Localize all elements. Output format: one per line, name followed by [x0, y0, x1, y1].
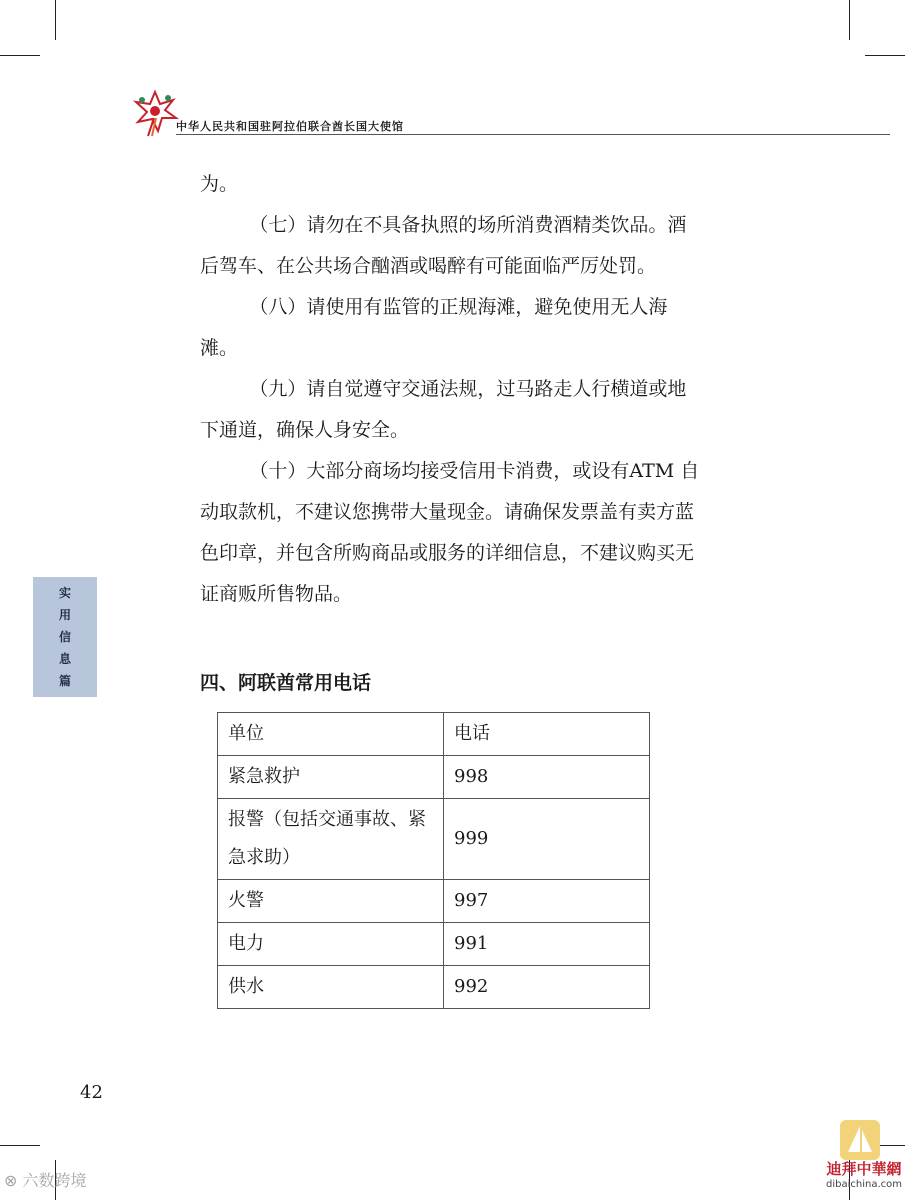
table-cell-phone: 991: [444, 923, 650, 966]
table-cell-unit: 火警: [218, 880, 444, 923]
watermark-right: [826, 1160, 902, 1192]
body-text: [200, 164, 700, 615]
table-cell-phone: 999: [444, 799, 650, 880]
table-cell-unit: 紧急救护: [218, 756, 444, 799]
header-rule: [176, 134, 890, 135]
phone-table: [217, 712, 650, 1009]
table-row: [218, 799, 650, 880]
paragraph: 为。: [200, 173, 239, 195]
watermark-left: ⊗ 六数跨境: [4, 1171, 87, 1190]
table-header-unit: 单位: [218, 713, 444, 756]
table-row: [218, 923, 650, 966]
side-tab-char: 实: [58, 586, 71, 600]
page-number: 42: [80, 1082, 103, 1103]
paragraph: （八）请使用有监管的正规海滩，避免使用无人海滩。: [200, 296, 668, 359]
table-cell-phone: 997: [444, 880, 650, 923]
watermark-sail-icon: [838, 1118, 882, 1162]
table-cell-unit: 供水: [218, 966, 444, 1009]
crop-mark: [849, 0, 850, 40]
paragraph: （十）大部分商场均接受信用卡消费，或设有ATM 自动取款机，不建议您携带大量现金。请确保发票盖有卖方蓝色印章，并包含所购商品或服务的详细信息，不建议购买无证商贩所售物品。: [200, 460, 700, 605]
table-cell-unit: 电力: [218, 923, 444, 966]
crop-mark: [55, 0, 56, 40]
side-tab-char: 篇: [58, 674, 71, 688]
table-cell-phone: 998: [444, 756, 650, 799]
crop-mark: [0, 1145, 40, 1146]
side-tab-char: 用: [58, 608, 71, 622]
watermark-logo-icon: ⊗: [4, 1171, 23, 1190]
header-title: 中华人民共和国驻阿拉伯联合酋长国大使馆: [176, 120, 404, 133]
watermark-right-cn: 迪拜中華網: [826, 1160, 902, 1178]
side-tab-char: 信: [58, 630, 71, 644]
table-header-row: [218, 713, 650, 756]
paragraph: （七）请勿在不具备执照的场所消费酒精类饮品。酒后驾车、在公共场合酗酒或喝醉有可能面临严厉处罚。: [200, 214, 687, 277]
crop-mark: [0, 55, 40, 56]
table-row: [218, 880, 650, 923]
watermark-right-url: dibaichina.com: [826, 1179, 902, 1190]
table-cell-unit: 报警（包括交通事故、紧急求助）: [218, 799, 444, 880]
side-tab: [33, 577, 97, 697]
table-cell-phone: 992: [444, 966, 650, 1009]
section-heading: 四、阿联酋常用电话: [200, 672, 372, 694]
table-row: [218, 966, 650, 1009]
page-header: [130, 88, 890, 138]
crop-mark: [865, 55, 905, 56]
chinese-knot-logo-icon: [130, 88, 180, 138]
table-row: [218, 756, 650, 799]
table-header-phone: 电话: [444, 713, 650, 756]
paragraph: （九）请自觉遵守交通法规，过马路走人行横道或地下通道，确保人身安全。: [200, 378, 687, 441]
side-tab-char: 息: [58, 652, 71, 666]
